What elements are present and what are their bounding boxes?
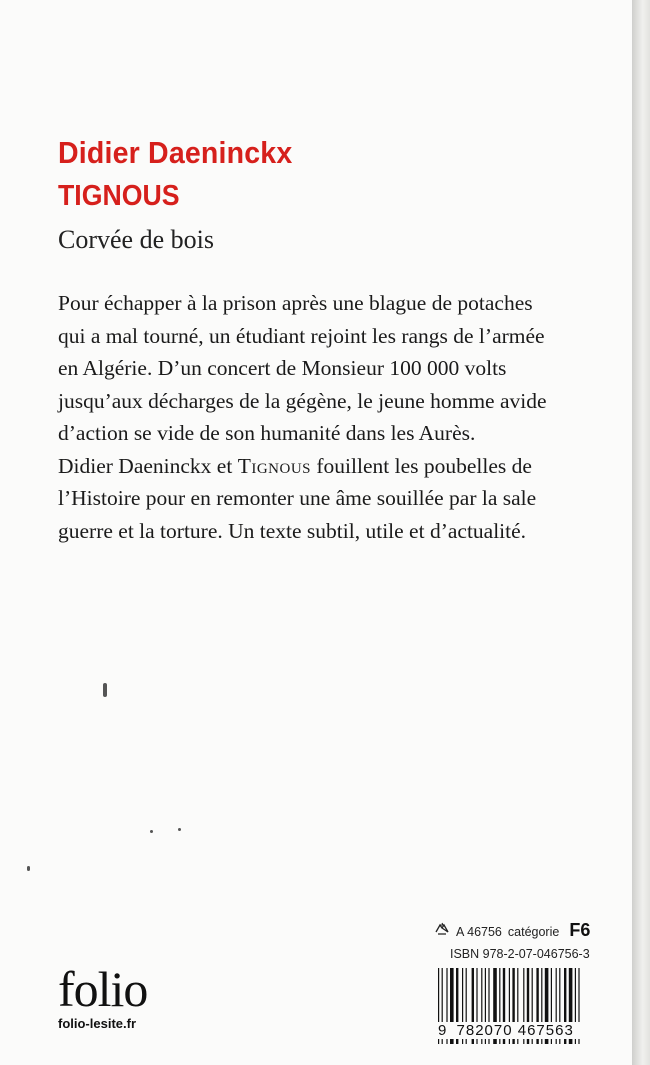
blurb-fragment: fouillent les poubelles de — [311, 453, 532, 478]
scan-speck — [27, 866, 30, 871]
blurb-line: qui a mal tourné, un étudiant rejoint les rangs de l’armée — [58, 323, 545, 348]
blurb-line: l’Histoire pour en remonter une âme souillée par la sale — [58, 486, 537, 510]
illustrator-name: TIGNOUS — [58, 180, 180, 212]
blurb-line: jusqu’aux décharges de la gégène, le jeune homme avide — [58, 388, 547, 413]
scan-speck — [103, 683, 107, 697]
barcode-lead-digit: 9 — [438, 1022, 448, 1039]
catalog-reference: A 46756 — [456, 925, 502, 939]
blurb-fragment: Didier Daeninckx et — [58, 453, 238, 478]
author-name: Didier Daeninckx — [58, 135, 293, 170]
recycle-arrows-icon — [434, 922, 450, 939]
scan-speck — [150, 830, 153, 833]
blurb-line: en Algérie. D’un concert de Monsieur 100 000 volts — [58, 356, 507, 380]
blurb-text — [58, 287, 598, 547]
isbn-number: ISBN 978-2-07-046756-3 — [450, 947, 590, 961]
illustrator-mention: Tignous — [237, 453, 312, 478]
blurb-line: d’action se vide de son humanité dans les Aurès. — [58, 421, 476, 445]
scan-speck — [178, 828, 181, 831]
book-title: Corvée de bois — [58, 225, 214, 254]
blurb-line — [58, 450, 598, 483]
category-code: F6 — [569, 920, 591, 940]
publisher-website[interactable]: folio-lesite.fr — [58, 1016, 137, 1031]
publisher-logo: folio — [58, 961, 148, 1017]
category-label: catégorie — [507, 925, 560, 939]
page-edge — [632, 0, 650, 1065]
barcode-group-right: 467563 — [517, 1022, 574, 1039]
catalog-code — [434, 920, 590, 941]
blurb-line: guerre et la torture. Un texte subtil, utile et d’actualité. — [58, 518, 527, 543]
blurb-line: Pour échapper à la prison après une blague de potaches — [58, 291, 533, 315]
barcode-digits — [436, 1022, 590, 1039]
barcode-group-left: 782070 — [456, 1022, 513, 1039]
